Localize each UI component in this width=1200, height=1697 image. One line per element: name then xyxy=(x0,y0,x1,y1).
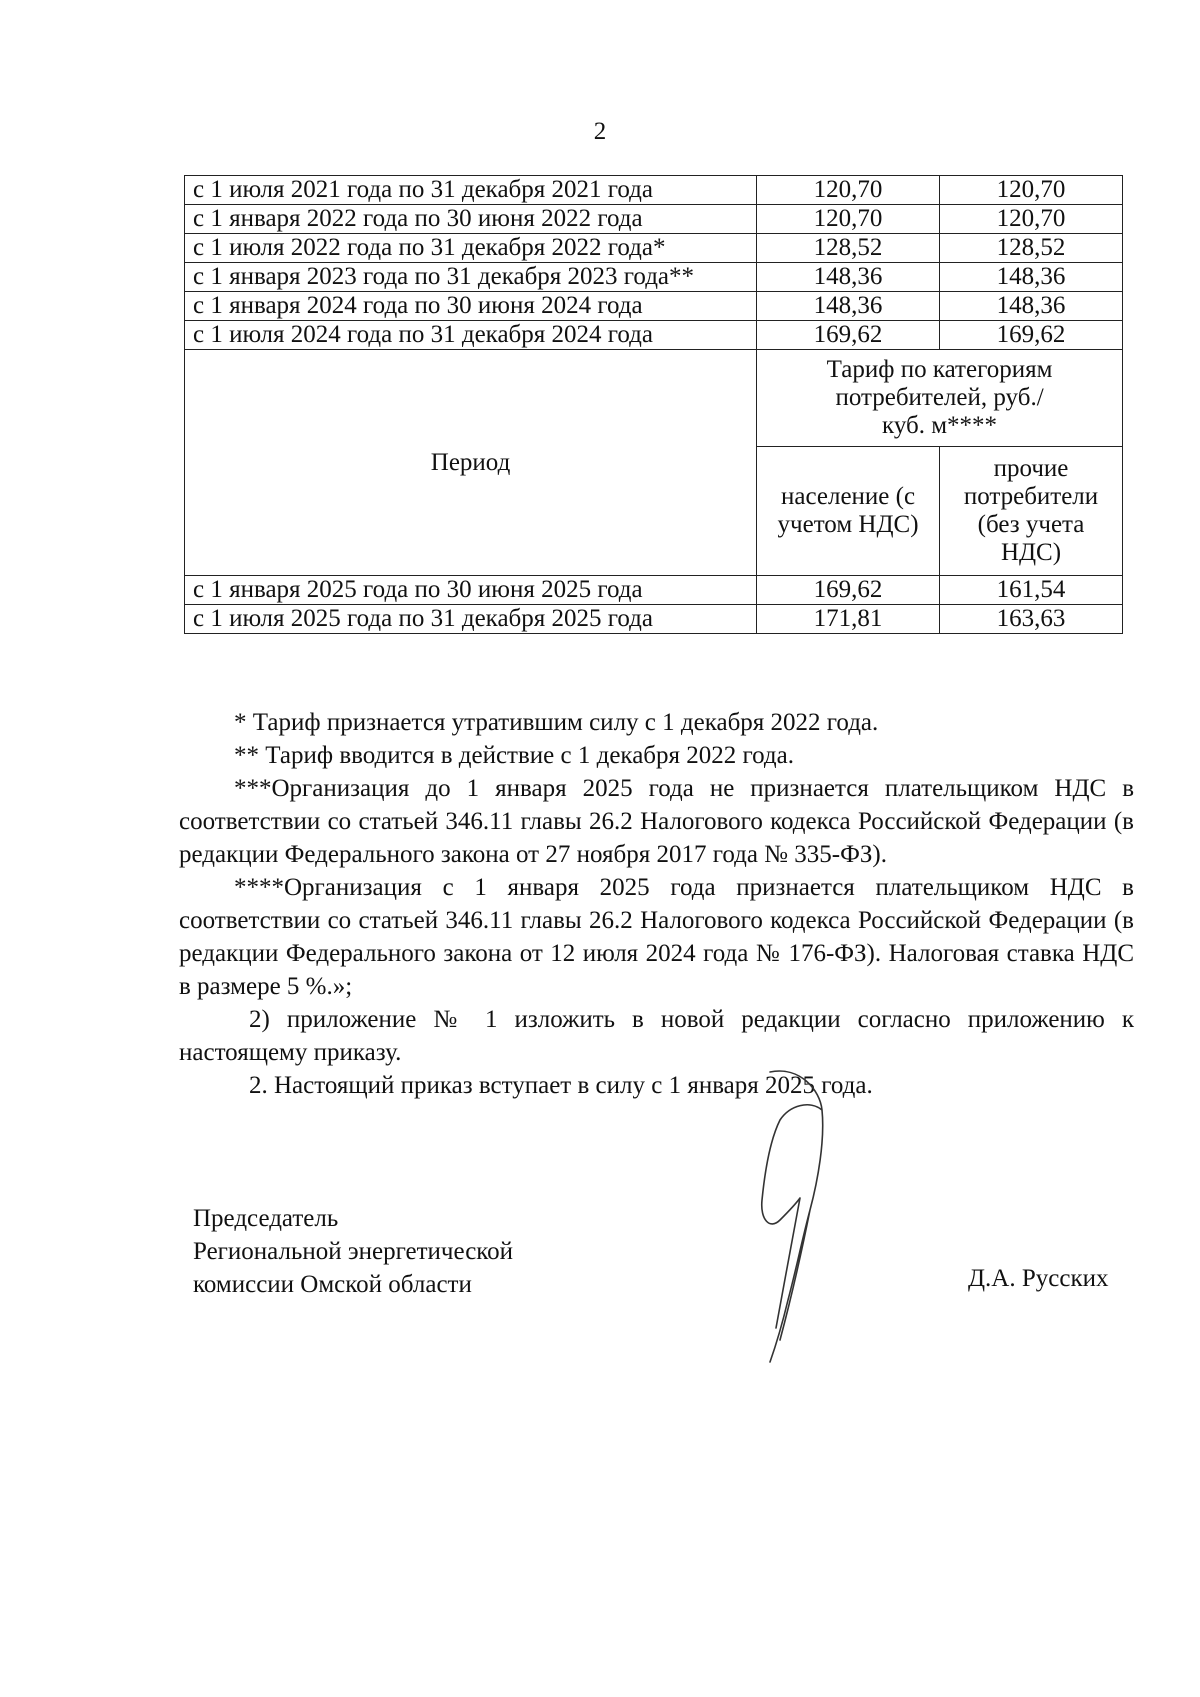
other-value: 128,52 xyxy=(940,234,1123,263)
table-row xyxy=(185,321,1123,350)
population-header: население (с учетом НДС) xyxy=(757,447,940,576)
page-number: 2 xyxy=(593,118,607,145)
signer-name: Д.А. Русских xyxy=(968,1265,1109,1292)
tariff-table xyxy=(184,175,1123,634)
signer-line-2: Региональной энергетической xyxy=(193,1238,514,1265)
other-value: 163,63 xyxy=(940,605,1123,634)
population-value: 120,70 xyxy=(757,205,940,234)
population-value: 169,62 xyxy=(757,321,940,350)
period-cell: с 1 июля 2022 года по 31 декабря 2022 года* xyxy=(185,234,757,263)
clause-2: 2. Настоящий приказ вступает в силу с 1 января 2025 года. xyxy=(249,1072,873,1099)
population-value: 148,36 xyxy=(757,292,940,321)
table-header-row xyxy=(185,350,1123,447)
period-cell: с 1 июля 2024 года по 31 декабря 2024 года xyxy=(185,321,757,350)
table-row xyxy=(185,292,1123,321)
table-row xyxy=(185,576,1123,605)
footnote-1: * Тариф признается утратившим силу с 1 декабря 2022 года. xyxy=(234,709,879,736)
period-cell: с 1 января 2022 года по 30 июня 2022 года xyxy=(185,205,757,234)
period-cell: с 1 июля 2021 года по 31 декабря 2021 года xyxy=(185,176,757,205)
handwritten-signature xyxy=(740,1070,880,1370)
period-cell: с 1 июля 2025 года по 31 декабря 2025 года xyxy=(185,605,757,634)
table-row xyxy=(185,263,1123,292)
population-value: 148,36 xyxy=(757,263,940,292)
population-value: 128,52 xyxy=(757,234,940,263)
signer-title xyxy=(193,1202,513,1301)
other-value: 161,54 xyxy=(940,576,1123,605)
period-cell: с 1 января 2025 года по 30 июня 2025 года xyxy=(185,576,757,605)
population-value: 169,62 xyxy=(757,576,940,605)
item-2: 2) приложение № 1 изложить в новой редакции согласно приложению к настоящему приказу. xyxy=(179,1006,1134,1066)
footnote-4: ****Организация с 1 января 2025 года признается плательщиком НДС в соответствии со статьей 346.11 главы 26.2 Налогового кодекса Российской Федерации (в редакции Федерального закона от 12 июля 2024 года № 176-ФЗ). Налоговая ставка НДС в размере 5 %.»; xyxy=(179,874,1134,1000)
period-header: Период xyxy=(185,350,757,576)
other-value: 148,36 xyxy=(940,263,1123,292)
other-value: 148,36 xyxy=(940,292,1123,321)
other-value: 169,62 xyxy=(940,321,1123,350)
population-value: 120,70 xyxy=(757,176,940,205)
table-row xyxy=(185,205,1123,234)
footnote-2: ** Тариф вводится в действие с 1 декабря 2022 года. xyxy=(234,742,794,769)
population-value: 171,81 xyxy=(757,605,940,634)
other-value: 120,70 xyxy=(940,176,1123,205)
footnote-3: ***Организация до 1 января 2025 года не признается плательщиком НДС в соответствии со статьей 346.11 главы 26.2 Налогового кодекса Российской Федерации (в редакции Федерального закона от 27 ноября 2017 года № 335-ФЗ). xyxy=(179,775,1134,868)
signer-line-3: комиссии Омской области xyxy=(193,1271,472,1298)
table-row xyxy=(185,605,1123,634)
period-cell: с 1 января 2024 года по 30 июня 2024 года xyxy=(185,292,757,321)
tariff-header: Тариф по категориям потребителей, руб./куб. м**** xyxy=(757,350,1123,447)
signer-line-1: Председатель xyxy=(193,1205,339,1232)
other-consumers-header: прочие потребители (без учета НДС) xyxy=(940,447,1123,576)
period-cell: с 1 января 2023 года по 31 декабря 2023 года** xyxy=(185,263,757,292)
other-value: 120,70 xyxy=(940,205,1123,234)
notes-block xyxy=(179,706,1134,1102)
table-row xyxy=(185,176,1123,205)
table-row xyxy=(185,234,1123,263)
